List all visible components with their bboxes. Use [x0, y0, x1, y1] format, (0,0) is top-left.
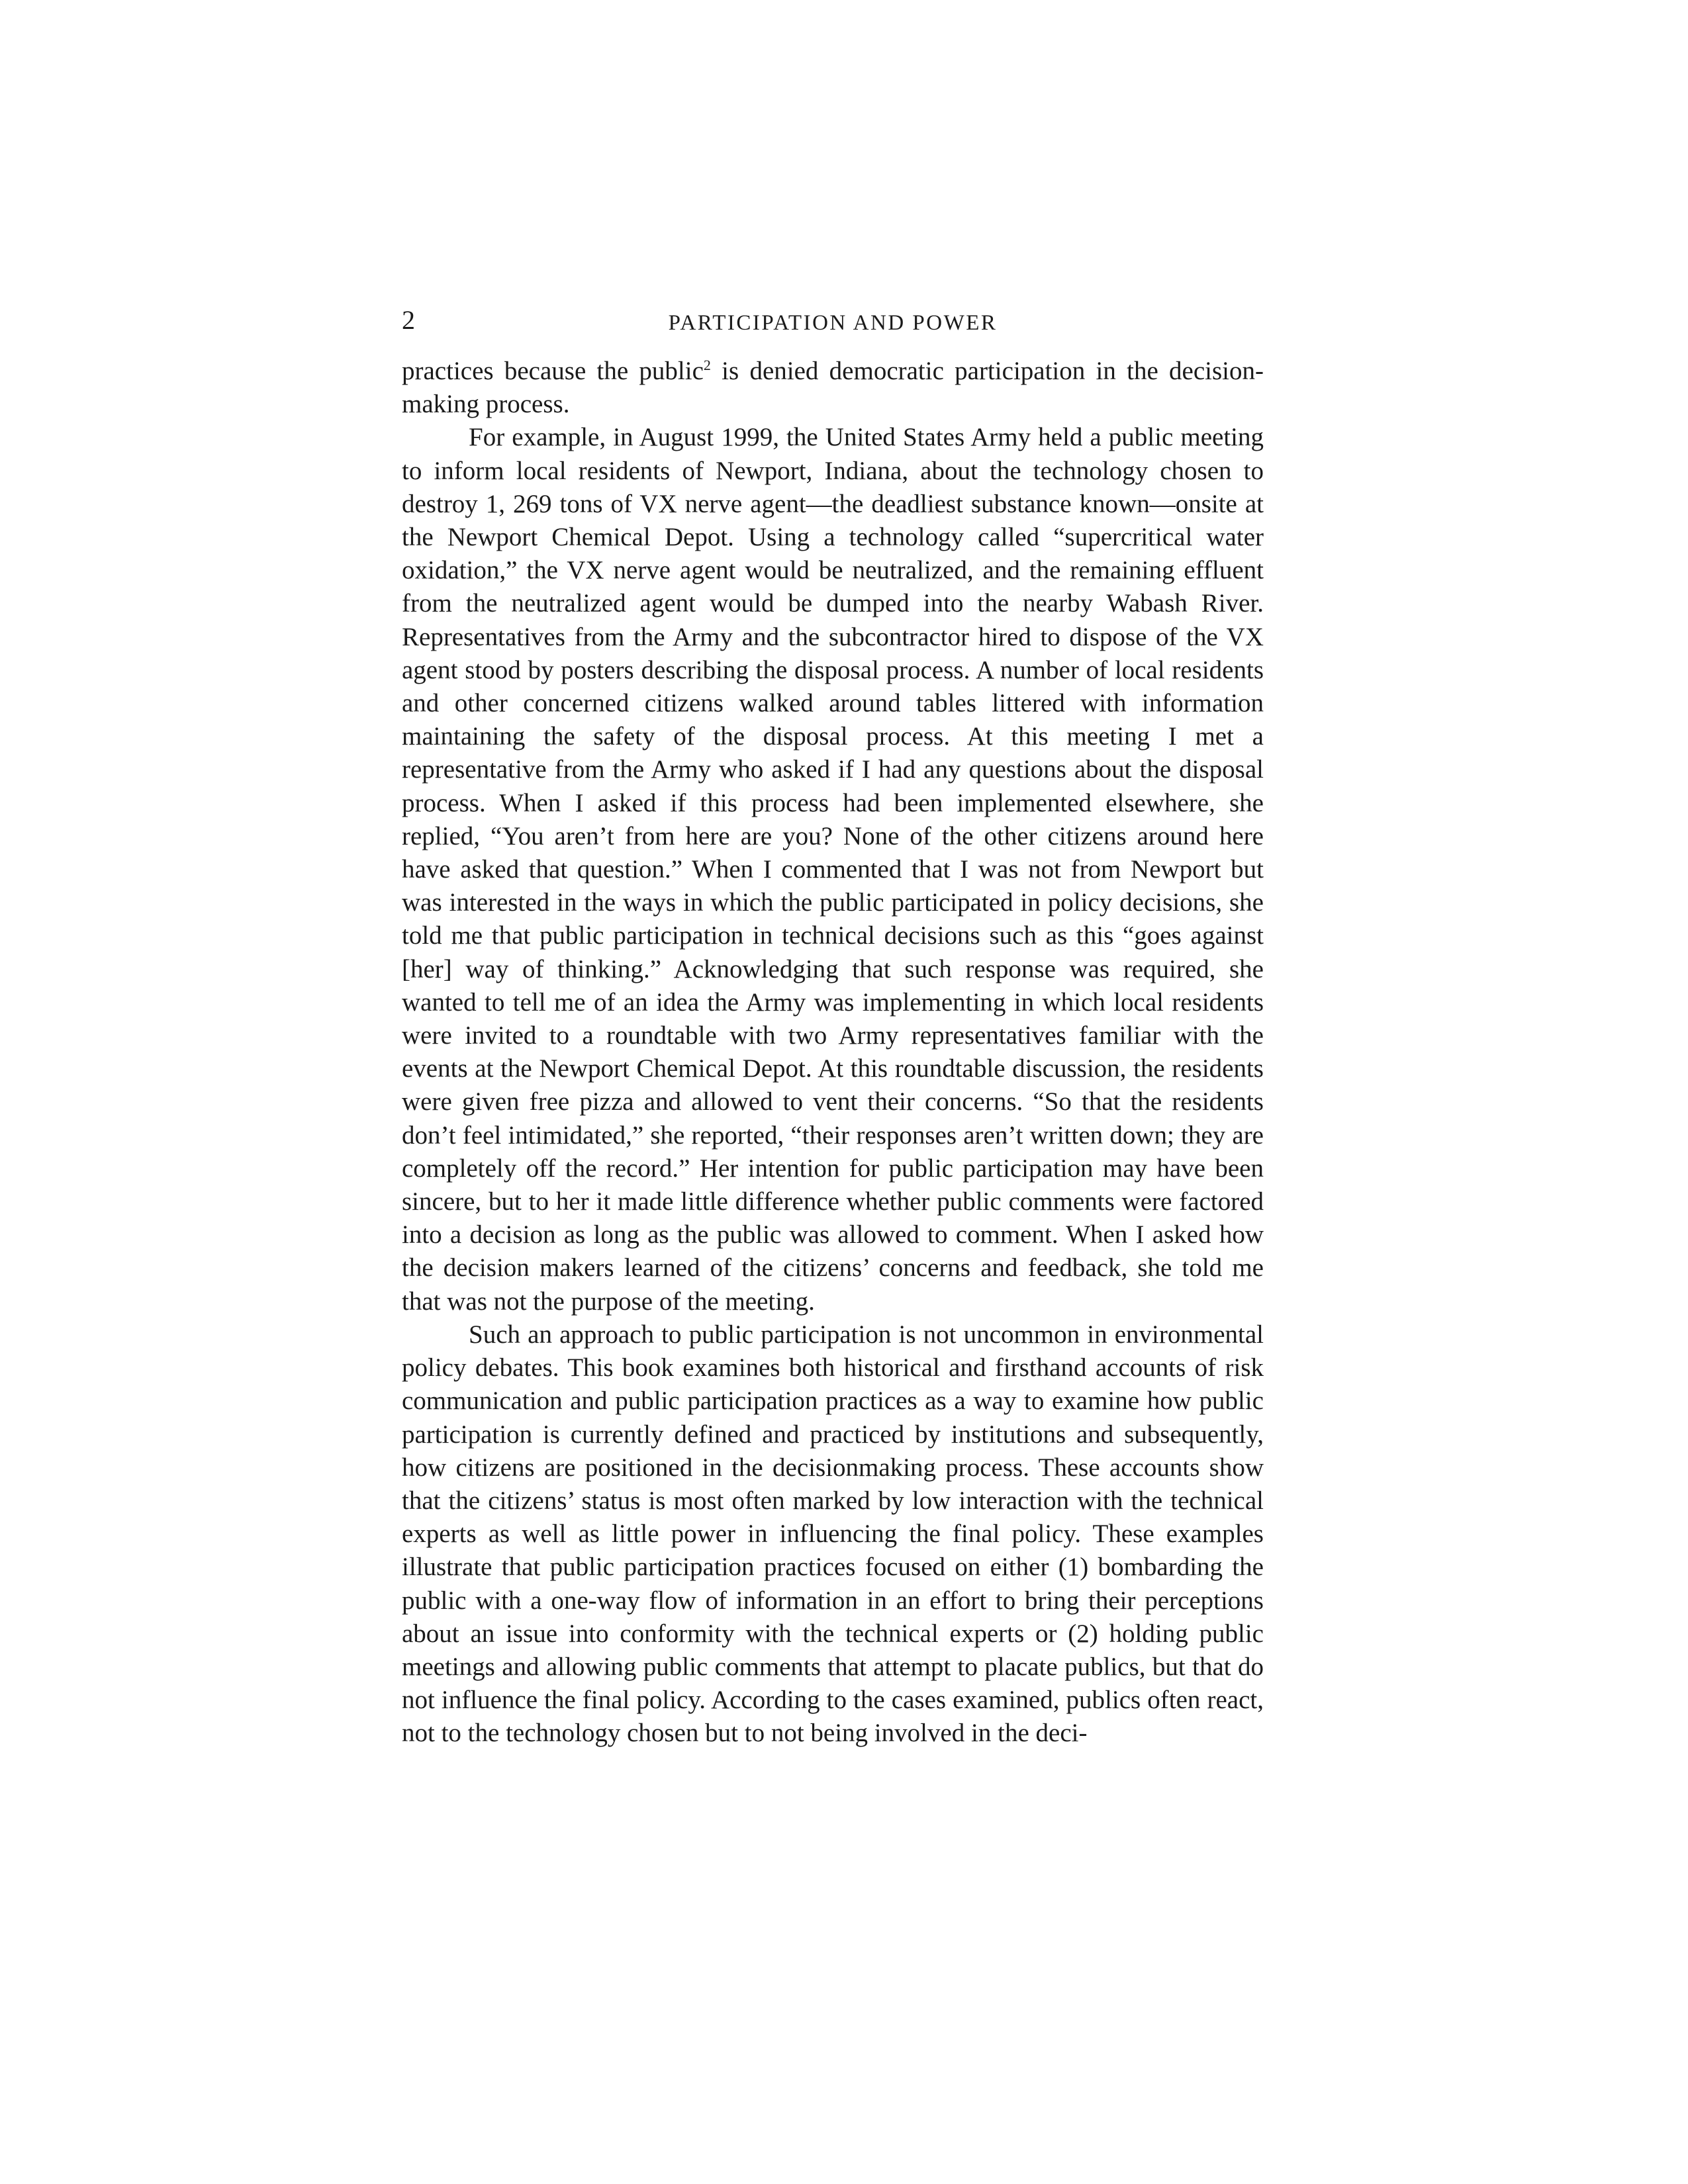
running-head — [402, 302, 1264, 341]
paragraph-1-text-start: practices because the public — [402, 357, 704, 385]
paragraph-1 — [402, 355, 1264, 421]
paragraph-2: For example, in August 1999, the United States Army held a public meeting to inform local residents of Newport, Indiana, about the technology chosen to destroy 1, 269 tons of VX nerve agent—the deadliest substance known—onsite at the Newport Chemical Depot. Using a technology called “supercritical water oxidation,” the VX nerve agent would be neutralized, and the remaining effluent from the neutralized agent would be dumped into the nearby Wabash River. Representatives from the Army and the subcontractor hired to dispose of the VX agent stood by posters describing the disposal process. A number of local residents and other concerned citizens walked around tables littered with information maintaining the safety of the disposal process. At this meeting I met a representative from the Army who asked if I had any questions about the disposal process. When I asked if this process had been implemented elsewhere, she replied, “You aren’t from here are you? None of the other citizens around here have asked that question.” When I commented that I was not from Newport but was interested in the ways in which the public participated in policy decisions, she told me that public participation in technical decisions such as this “goes against [her] way of thinking.” Acknowledging that such response was required, she wanted to tell me of an idea the Army was implementing in which local residents were invited to a roundtable with two Army representatives familiar with the events at the Newport Chemical Depot. At this roundtable discussion, the residents were given free pizza and allowed to vent their concerns. “So that the residents don’t feel intimidated,” she reported, “their responses aren’t written down; they are completely off the record.” Her intention for public participation may have been sincere, but to her it made little difference whether public comments were factored into a decision as long as the public was allowed to comment. When I asked how the decision makers learned of the citizens’ concerns and feedback, she told me that was not the purpose of the meeting. — [402, 423, 1264, 1316]
footnote-reference[interactable]: 2 — [703, 357, 711, 373]
page-content — [402, 302, 1264, 1751]
paragraph-1-text-end: is denied democratic participation in the decisionmaking process. — [402, 357, 1264, 419]
running-title: PARTICIPATION AND POWER — [668, 311, 998, 335]
paragraph-3: Such an approach to public participation is not uncommon in environmental policy debates. This book examines both historical and firsthand accounts of risk communication and public participation practices as a way to examine how public participation is currently defined and practiced by institutions and subsequently, how citizens are positioned in the decisionmaking process. These accounts show that the citizens’ status is most often marked by low interaction with the technical experts as well as little power in influencing the final policy. These examples illustrate that public participation practices focused on either (1) bombarding the public with a one-way flow of information in an effort to bring their perceptions about an issue into conformity with the technical experts or (2) holding public meetings and allowing public comments that attempt to placate publics, but that do not influence the final policy. According to the cases examined, publics often react, not to the technology chosen but to not being involved in the deci- — [402, 1320, 1264, 1748]
page-number: 2 — [402, 305, 415, 335]
